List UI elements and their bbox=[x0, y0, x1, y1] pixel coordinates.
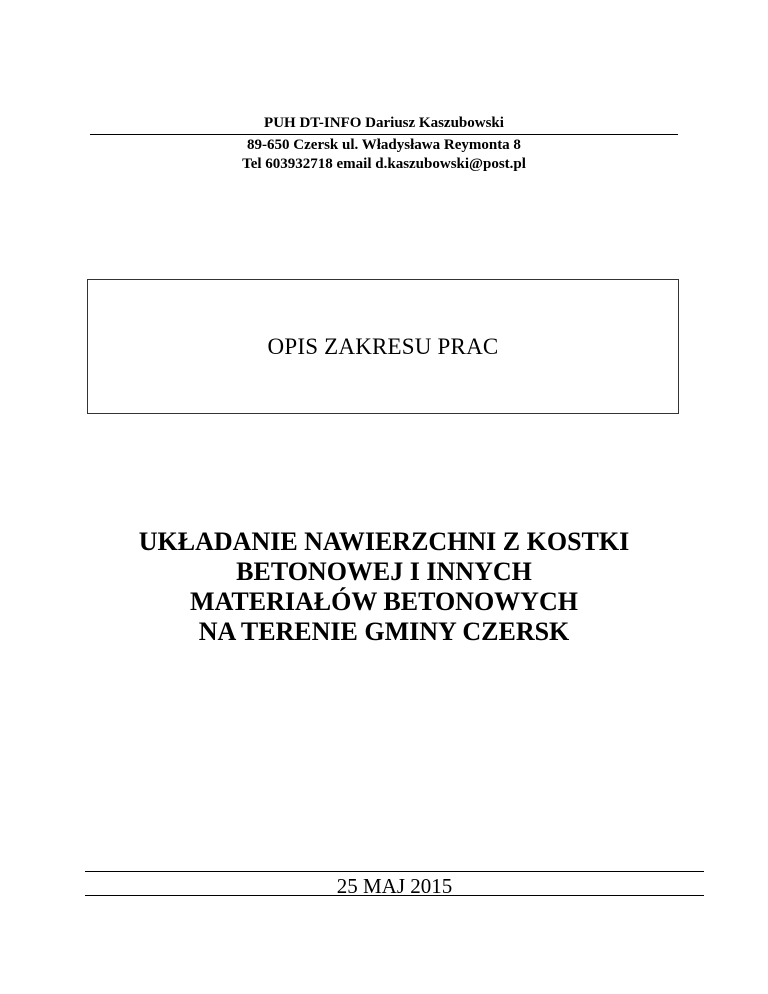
company-contact: Tel 603932718 email d.kaszubowski@post.pl bbox=[242, 156, 526, 172]
date-rule-bottom bbox=[85, 895, 704, 896]
subject-line: BETONOWEJ I INNYCH bbox=[236, 557, 532, 586]
document-date: 25 MAJ 2015 bbox=[336, 874, 453, 898]
date-rule-top bbox=[85, 871, 704, 872]
document-type-box bbox=[87, 279, 679, 414]
company-name: PUH DT-INFO Dariusz Kaszubowski bbox=[90, 114, 678, 135]
document-subject bbox=[80, 527, 688, 647]
subject-line: NA TERENIE GMINY CZERSK bbox=[198, 617, 570, 646]
subject-line: UKŁADANIE NAWIERZCHNI Z KOSTKI bbox=[138, 527, 630, 556]
document-type-title: OPIS ZAKRESU PRAC bbox=[267, 333, 499, 359]
company-address: 89-650 Czersk ul. Władysława Reymonta 8 bbox=[247, 137, 521, 153]
subject-line: MATERIAŁÓW BETONOWYCH bbox=[190, 587, 578, 616]
company-header bbox=[90, 114, 678, 174]
